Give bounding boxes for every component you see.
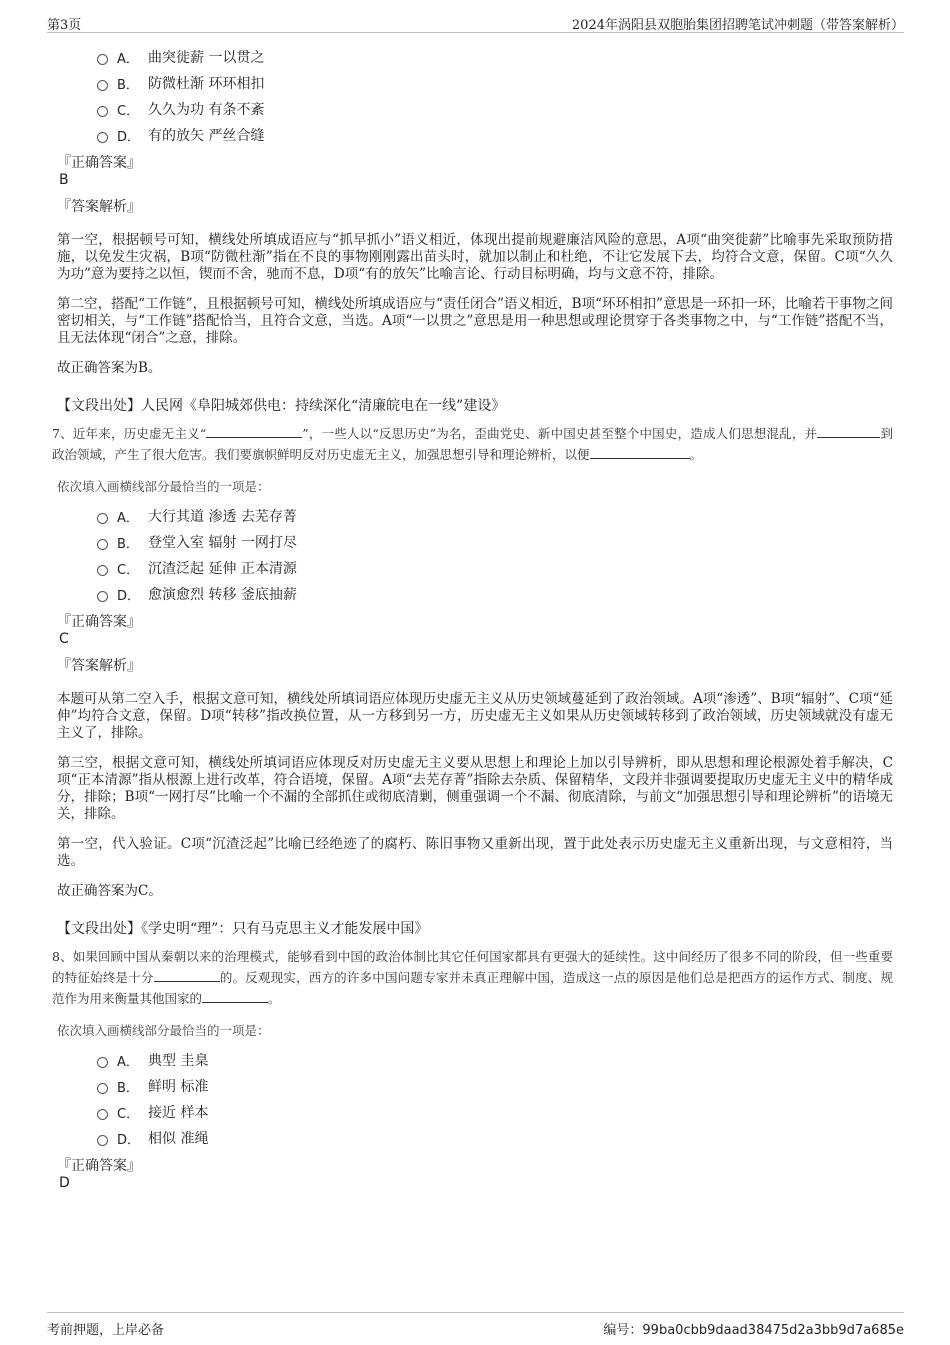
q8-answer-heading: 『正确答案』 (57, 1158, 141, 1174)
q8-option-c[interactable]: C． 接近 样本 (97, 1099, 893, 1125)
radio-icon[interactable] (97, 591, 108, 602)
q7-answer-heading: 『正确答案』 (57, 614, 141, 630)
q8-option-b[interactable]: B． 鲜明 标准 (97, 1073, 893, 1099)
page-header (47, 12, 904, 33)
radio-icon[interactable] (97, 565, 108, 576)
document-body (52, 44, 893, 1195)
q7-question: 7、近年来，历史虚无主义“ ”，一些人以“反思历史”为名，歪曲党史、新中国史甚至整个中国史，造成人们思想混乱，并 到政治领域，产生了很大危害。我们要旗帜鲜明反对历史虚无主义，加强思想引导和理论辨析，以便 。 (52, 423, 893, 465)
q7-option-d[interactable]: D． 愈演愈烈 转移 釜底抽薪 (97, 581, 893, 607)
q7-analysis-heading: 『答案解析』 (57, 658, 141, 674)
q7-conclusion: 故正确答案为C。 (57, 883, 162, 899)
radio-icon[interactable] (97, 1109, 108, 1120)
q6-option-a[interactable]: A． 曲突徙薪 一以贯之 (97, 44, 893, 70)
q6-option-b[interactable]: B． 防微杜渐 环环相扣 (97, 70, 893, 96)
radio-icon[interactable] (97, 539, 108, 550)
q8-instruction: 依次填入画横线部分最恰当的一项是： (57, 1023, 270, 1038)
q6-answer: B (59, 172, 69, 188)
q6-source: 【文段出处】人民网《阜阳城郊供电：持续深化“清廉皖电在一线”建设》 (57, 398, 506, 414)
q8-answer: D (59, 1175, 70, 1191)
radio-icon[interactable] (97, 1057, 108, 1068)
q7-option-c[interactable]: C． 沉渣泛起 延伸 正本清源 (97, 555, 893, 581)
q7-option-a[interactable]: A． 大行其道 渗透 去芜存菁 (97, 503, 893, 529)
radio-icon[interactable] (97, 80, 108, 91)
q7-instruction: 依次填入画横线部分最恰当的一项是： (57, 479, 270, 494)
page-number: 第3页 (47, 18, 82, 33)
q6-analysis-paragraph: 第一空，根据顿号可知，横线处所填成语应与“抓早抓小”语义相近，体现出提前规避廉洁风险的意思，A项“曲突徙薪”比喻事先采取预防措施，以免发生灾祸，B项“防微杜渐”指在不良的事物刚刚露出苗头时，就加以制止和杜绝，不让它发展下去，均符合文意，保留。C项“久久为功”意为要持之以恒，锲而不舍，驰而不息，D项“有的放矢”比喻言论、行动目标明确，均与文意不符，排除。 (57, 232, 893, 282)
q7-answer: C (59, 631, 69, 647)
q8-question: 8、如果回顾中国从秦朝以来的治理模式，能够看到中国的政治体制比其它任何国家都具有更强大的延续性。这中间经历了很多不同的阶段，但一些重要的特征始终是十分 的。反观现实，西方的许多中国问题专家并未真正理解中国，造成这一点的原因是他们总是把西方的运作方式、制度、规范作为用来衡量其他国家的 。 (52, 949, 893, 1006)
q6-analysis-heading: 『答案解析』 (57, 199, 141, 215)
q8-option-a[interactable]: A． 典型 圭臬 (97, 1047, 893, 1073)
q7-option-b[interactable]: B． 登堂入室 辐射 一网打尽 (97, 529, 893, 555)
q6-options (97, 44, 893, 148)
radio-icon[interactable] (97, 1083, 108, 1094)
q8-option-d[interactable]: D． 相似 准绳 (97, 1125, 893, 1151)
code-label: 编号： (603, 1323, 643, 1338)
page-footer (47, 1312, 904, 1337)
code-value: 99ba0cbb9daad38475d2a3bb9d7a685e (642, 1323, 904, 1338)
blank-line (590, 444, 690, 459)
radio-icon[interactable] (97, 132, 108, 143)
q7-analysis-paragraph: 第三空，根据文意可知，横线处所填词语应体现反对历史虚无主义要从思想上和理论上加以引导辨析，即从思想和理论根源处着手解决，C项“正本清源”指从根源上进行改革，符合语境，保留。A项“去芜存菁”指除去杂质、保留精华，文段并非强调要提取历史虚无主义中的精华成分，排除；B项“一网打尽”比喻一个不漏的全部抓住或彻底清剿，侧重强调一个不漏、彻底清除，与前文“加强思想引导和理论辨析”的语境无关，排除。 (57, 755, 893, 822)
q7-source: 【文段出处】《学史明“理”：只有马克思主义才能发展中国》 (57, 921, 429, 937)
q7-options (97, 503, 893, 607)
radio-icon[interactable] (97, 106, 108, 117)
radio-icon[interactable] (97, 1135, 108, 1146)
radio-icon[interactable] (97, 54, 108, 65)
blank-line (202, 988, 268, 1003)
blank-line (817, 423, 880, 438)
q7-analysis-paragraph: 本题可从第二空入手，根据文意可知，横线处所填词语应体现历史虚无主义从历史领域蔓延到了政治领域。A项“渗透”、B项“辐射”、C项“延伸”均符合文意，保留。D项“转移”指改换位置，从一方移到另一方，历史虚无主义如果从历史领域转移到了政治领域，历史领域就没有虚无主义了，排除。 (57, 691, 893, 741)
footer-slogan: 考前押题，上岸必备 (47, 1323, 165, 1338)
document-title: 2024年涡阳县双胞胎集团招聘笔试冲刺题（带答案解析） (571, 18, 904, 33)
q6-answer-heading: 『正确答案』 (57, 155, 141, 171)
q6-analysis-paragraph: 第二空，搭配“工作链”，且根据顿号可知，横线处所填成语应与“责任闭合”语义相近，B项“环环相扣”意思是一环扣一环，比喻若干事物之间密切相关，与“工作链”搭配恰当，且符合文意，当选。A项“一以贯之”意思是用一种思想或理论贯穿于各类事物之中，与“工作链”搭配不当，且无法体现“闭合”之意，排除。 (57, 296, 893, 346)
blank-line (206, 423, 302, 438)
q7-analysis-paragraph: 第一空，代入验证。C项“沉渣泛起”比喻已经绝迹了的腐朽、陈旧事物又重新出现，置于此处表示历史虚无主义重新出现，与文意相符，当选。 (57, 836, 893, 869)
q6-option-d[interactable]: D． 有的放矢 严丝合缝 (97, 122, 893, 148)
q8-options (97, 1047, 893, 1151)
q6-conclusion: 故正确答案为B。 (57, 360, 162, 376)
q6-option-c[interactable]: C． 久久为功 有条不紊 (97, 96, 893, 122)
blank-line (154, 967, 220, 982)
document-id (603, 1319, 904, 1338)
radio-icon[interactable] (97, 513, 108, 524)
